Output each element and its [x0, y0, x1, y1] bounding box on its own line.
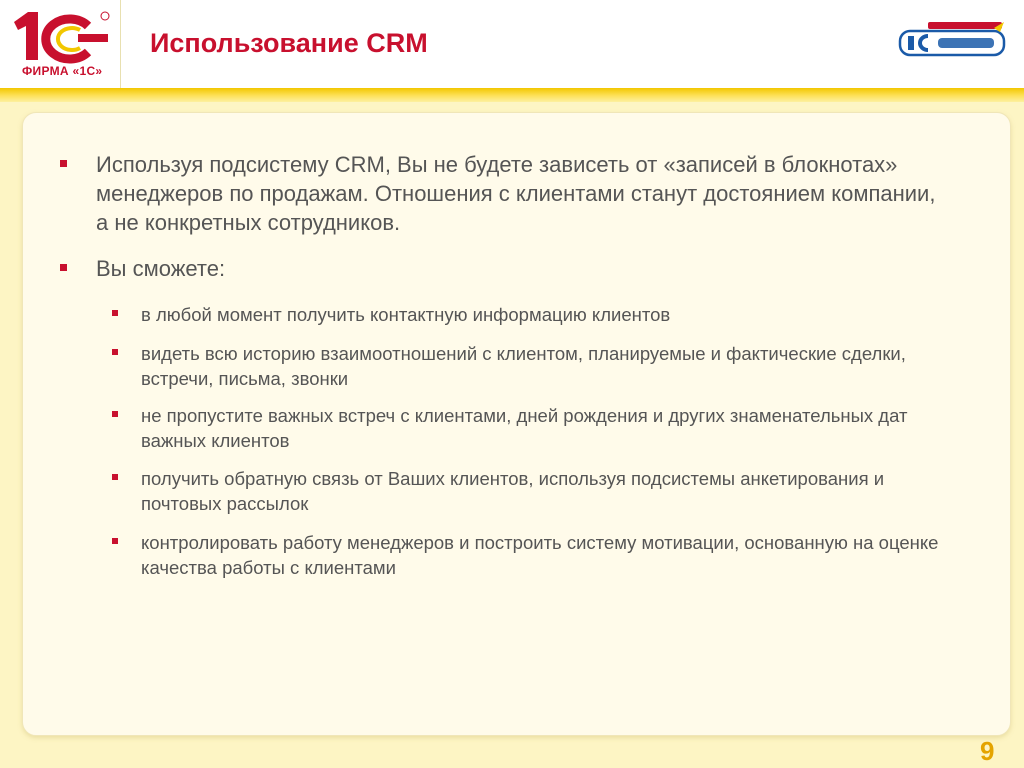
sub-bullet-marker: [112, 411, 118, 417]
page-title: Использование CRM: [150, 28, 428, 58]
sub-bullet-marker: [112, 349, 118, 355]
bullet-marker: [60, 160, 67, 167]
sub-bullet-marker: [112, 538, 118, 544]
1c-rarus-logo-icon: [898, 20, 1010, 60]
bullet-text: Используя подсистему CRM, Вы не будете зависеть от «записей в блокнотах» менеджеров по продажам. Отношения с клиентами станут достоянием компании, а не конкретных сотрудников.: [96, 152, 936, 235]
sub-bullet-text: контролировать работу менеджеров и построить систему мотивации, основанную на оценке качества работы с клиентами: [141, 532, 939, 578]
bullet-text: Вы сможете:: [96, 256, 226, 281]
bullet-marker: [60, 264, 67, 271]
sub-bullet-text: не пропустите важных встреч с клиентами, дней рождения и других знаменательных дат важных клиентов: [141, 405, 908, 451]
sub-bullet-text: получить обратную связь от Ваших клиентов, используя подсистемы анкетирования и почтовых рассылок: [141, 468, 885, 514]
rarus-logo: [898, 20, 1010, 65]
firm-label: ФИРМА «1С»: [22, 64, 103, 78]
1c-logo-icon: [8, 8, 112, 64]
sub-bullet-marker: [112, 310, 118, 316]
firm-1c-logo: [0, 0, 121, 88]
sub-bullet-text: в любой момент получить контактную информацию клиентов: [141, 304, 671, 325]
sub-bullet-marker: [112, 474, 118, 480]
slide-header: [0, 0, 1024, 90]
page-number: 9: [980, 736, 995, 766]
sub-bullet-text: видеть всю историю взаимоотношений с клиентом, планируемые и фактические сделки, встречи, письма, звонки: [141, 343, 906, 389]
header-stripe: [0, 88, 1024, 102]
